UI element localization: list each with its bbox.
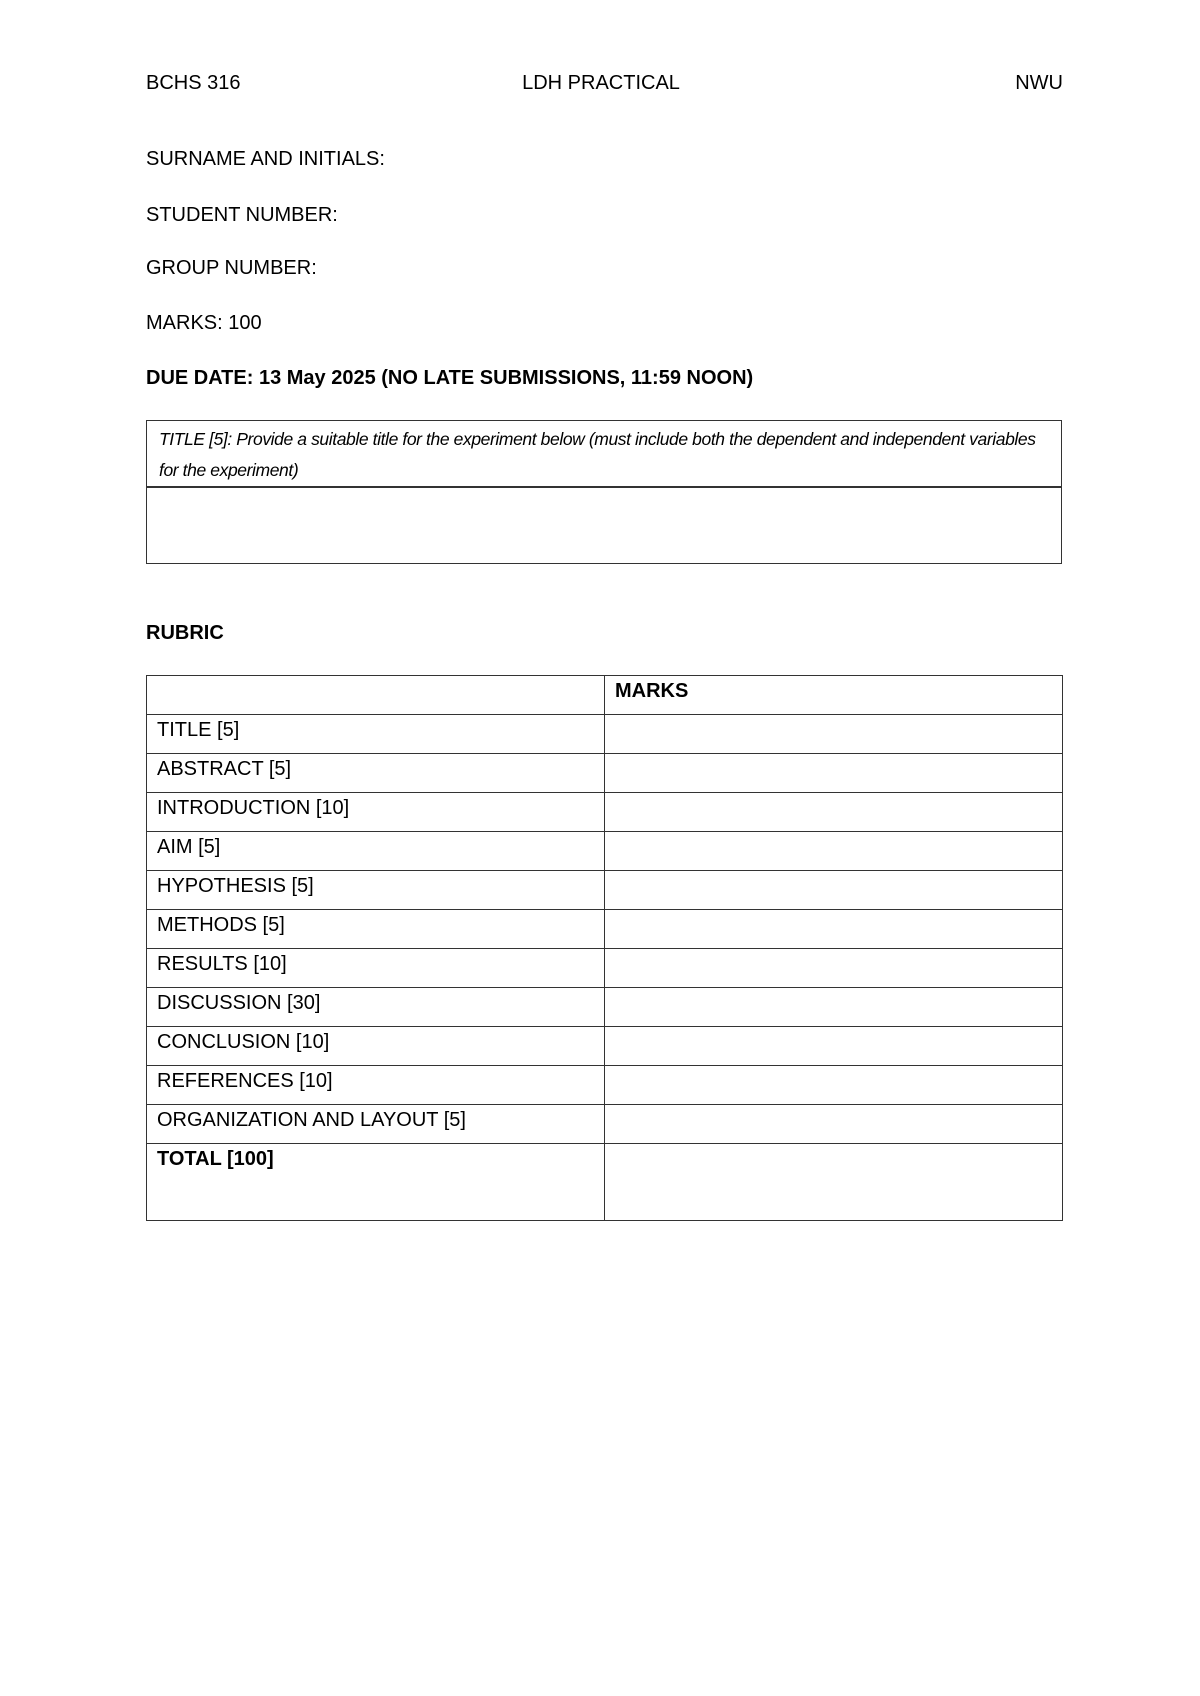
surname-field-label: SURNAME AND INITIALS: (146, 148, 385, 170)
rubric-row (147, 988, 1063, 1027)
rubric-row (147, 1066, 1063, 1105)
rubric-row (147, 1105, 1063, 1144)
rubric-row (147, 793, 1063, 832)
rubric-mark-cell[interactable] (605, 754, 1063, 793)
rubric-criterion: TITLE [5] (147, 715, 605, 754)
header-course: BCHS 316 (146, 72, 241, 94)
rubric-row (147, 949, 1063, 988)
rubric-mark-cell[interactable] (605, 949, 1063, 988)
rubric-row (147, 754, 1063, 793)
rubric-row (147, 1027, 1063, 1066)
rubric-criterion: METHODS [5] (147, 910, 605, 949)
rubric-row (147, 871, 1063, 910)
rubric-total-mark-cell[interactable] (605, 1144, 1063, 1221)
rubric-mark-cell[interactable] (605, 871, 1063, 910)
rubric-row (147, 832, 1063, 871)
rubric-criterion: AIM [5] (147, 832, 605, 871)
rubric-row (147, 910, 1063, 949)
rubric-heading: RUBRIC (146, 622, 224, 644)
rubric-table (146, 675, 1063, 1221)
rubric-mark-cell[interactable] (605, 715, 1063, 754)
rubric-mark-cell[interactable] (605, 1027, 1063, 1066)
rubric-criterion: CONCLUSION [10] (147, 1027, 605, 1066)
rubric-total-label: TOTAL [100] (147, 1144, 605, 1221)
header-institution: NWU (1015, 72, 1063, 94)
rubric-criterion: DISCUSSION [30] (147, 988, 605, 1027)
rubric-criterion: HYPOTHESIS [5] (147, 871, 605, 910)
marks-column-header: MARKS (605, 676, 1063, 715)
rubric-criterion: ABSTRACT [5] (147, 754, 605, 793)
rubric-mark-cell[interactable] (605, 988, 1063, 1027)
rubric-row (147, 715, 1063, 754)
rubric-criterion: REFERENCES [10] (147, 1066, 605, 1105)
rubric-criterion: INTRODUCTION [10] (147, 793, 605, 832)
title-prompt-cell: TITLE [5]: Provide a suitable title for the experiment below (must include both the dependent and independent variables for the experiment) (146, 420, 1062, 488)
rubric-total-row (147, 1144, 1063, 1221)
due-date: DUE DATE: 13 May 2025 (NO LATE SUBMISSIONS, 11:59 NOON) (146, 367, 754, 389)
student-number-label: STUDENT NUMBER: (146, 204, 338, 226)
rubric-mark-cell[interactable] (605, 793, 1063, 832)
marks-label: MARKS: 100 (146, 312, 262, 334)
rubric-mark-cell[interactable] (605, 1066, 1063, 1105)
rubric-header-row (147, 676, 1063, 715)
rubric-header-empty (147, 676, 605, 715)
rubric-mark-cell[interactable] (605, 1105, 1063, 1144)
rubric-mark-cell[interactable] (605, 910, 1063, 949)
rubric-criterion: ORGANIZATION AND LAYOUT [5] (147, 1105, 605, 1144)
group-number-label: GROUP NUMBER: (146, 257, 317, 279)
title-answer-cell[interactable] (146, 486, 1062, 564)
rubric-criterion: RESULTS [10] (147, 949, 605, 988)
header-title: LDH PRACTICAL (522, 72, 680, 94)
rubric-mark-cell[interactable] (605, 832, 1063, 871)
